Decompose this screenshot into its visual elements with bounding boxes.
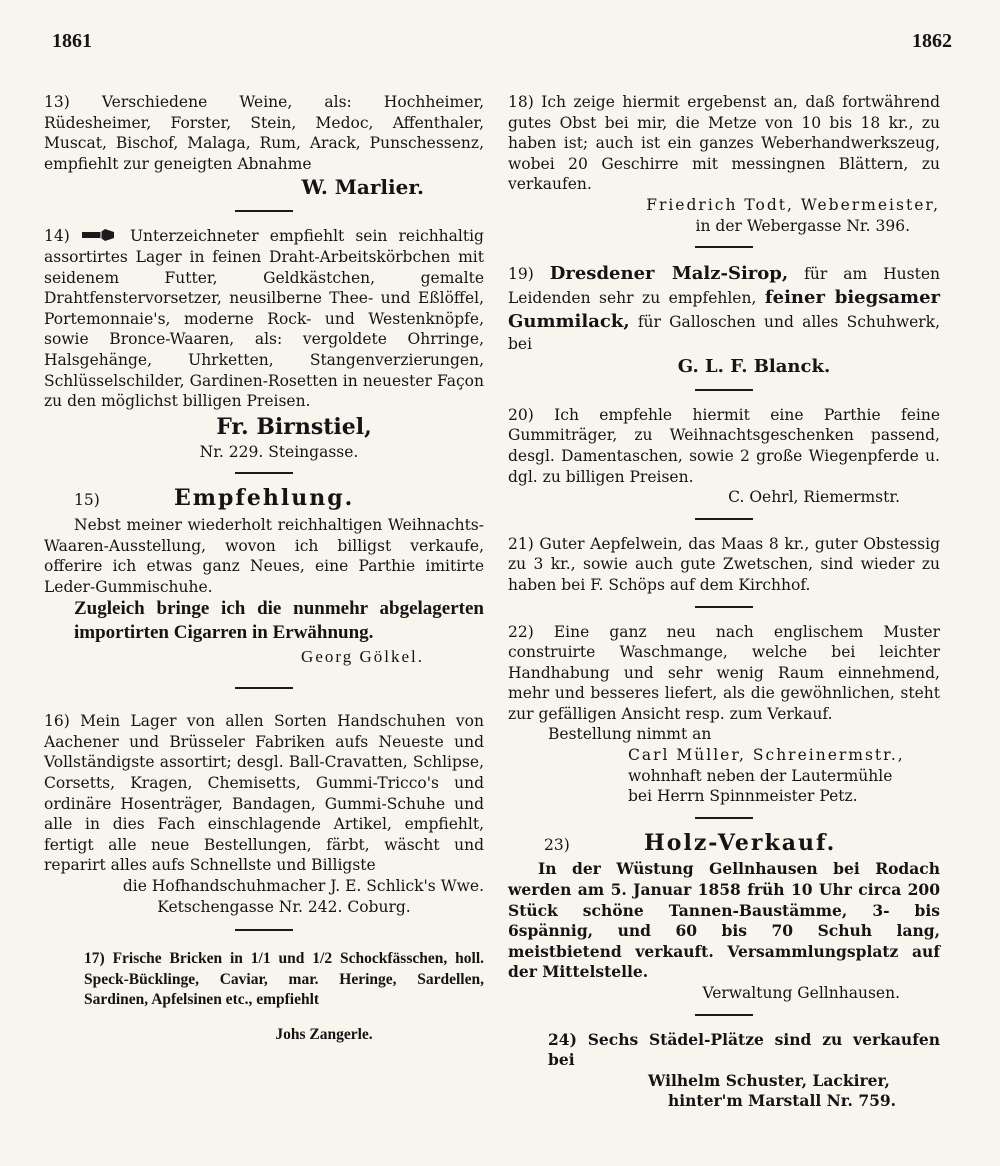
ad-18-address: in der Webergasse Nr. 396. [695,216,910,235]
ad-24-text: 24) Sechs Städel-Plätze sind zu verkaufen bei [548,1029,940,1070]
ad-24 [508,1030,940,1112]
separator [695,1014,753,1016]
ad-15-signature: Georg Gölkel. [301,647,424,667]
ad-21-text: 21) Guter Aepfelwein, das Maas 8 kr., guter Obstessig zu 3 kr., sowie auch gute Zwetschen, sind wieder zu haben bei F. Schöps auf dem Kirchhof. [508,534,940,594]
ad-24-line2: Wilhelm Schuster, Lackirer, [648,1070,890,1090]
ad-19-product: Dresdener Malz-Sirop, [549,263,789,285]
ad-13-text: 13) Verschiedene Weine, als: Hochheimer, Rüdesheimer, Forster, Stein, Medoc, Affenthaler, Muscat, Bischof, Malaga, Rum, Arack, Punschessenz, empfiehlt zur geneigten Abnahme [44,93,484,173]
ad-20 [508,405,940,508]
ad-22-text: 22) Eine ganz neu nach englischem Muster construirte Waschmange, welche bei leichter Handhabung und sehr wenig Raum einnehmend, mehr und besseres liefert, als die gewöhnlichen, steht zur gefälligen Ansicht resp. zum Verkauf. [508,622,940,723]
separator [235,210,293,212]
ad-22-line2: Bestellung nimmt an [548,725,712,744]
ad-19-number: 19) [508,265,534,284]
ad-13 [44,92,484,200]
ad-19 [508,262,940,379]
separator [235,687,293,689]
ad-14-address: Nr. 229. Steingasse. [199,442,359,461]
ad-18 [508,92,940,236]
ad-15-number: 15) [74,491,100,510]
ad-14 [44,226,484,462]
pointing-hand-icon [81,227,115,241]
ad-14-number: 14) [44,227,70,246]
separator [695,817,753,819]
ad-19-signature: G. L. F. Blanck. [677,355,831,377]
ad-15-text-bold: Zugleich bringe ich die nunmehr abgelagerten importirten Cigarren in Erwähnung. [74,598,484,644]
separator [695,606,753,608]
ad-14-signature: Fr. Birnstiel, [216,413,372,440]
right-column [508,92,940,1112]
ad-23 [508,829,940,1004]
page-number-left: 1861 [52,30,92,52]
ad-23-title: Holz-Verkauf. [644,829,837,856]
ad-17 [44,949,484,1045]
ad-19-text2: für Galloschen und alles Schuhwerk, bei [508,313,940,354]
ad-16-signature: die Hofhandschuhmacher J. E. Schlick's Wwe. [122,877,484,896]
separator [695,389,753,391]
ad-15-text: Nebst meiner wiederholt reichhaltigen Weihnachts-Waaren-Ausstellung, wovon ich billigst verkaufe, offerire ich etwas ganz Neues, eine Parthie imitirte Leder-Gummischuhe. [44,515,484,596]
page-number-right: 1862 [912,30,952,52]
ad-13-signature: W. Marlier. [301,175,424,200]
left-column [44,92,484,1046]
ad-15-title: Empfehlung. [174,485,355,512]
ad-23-signature: Verwaltung Gellnhausen. [702,984,900,1002]
separator [695,246,753,248]
ad-16-text: 16) Mein Lager von allen Sorten Handschuhen von Aachener und Brüsseler Fabriken aufs Neueste und Vollständigste assortirt; desgl. Ball-Cravatten, Schlipse, Corsetts, Kragen, Chemisetts, Gummi-Tricco's und ordinäre Hosenträger, Bandagen, Gummi-Schuhe und alle in dies Fach einschlagende Artikel, empfiehlt, fertigt alle neue Bestellungen, färbt, wäscht und reparirt alles aufs Schnellste und Billigste [44,712,484,875]
ad-23-text: In der Wüstung Gellnhausen bei Rodach werden am 5. Januar 1858 früh 10 Uhr circa 200 Stück schöne Tannen-Baustämme, 3- bis 6spännig, und 60 bis 70 Schuh lang, meistbietend verkauft. Versammlungsplatz auf der Mittelstelle. [508,859,940,982]
ad-23-number: 23) [544,835,570,854]
ad-19-product2: feiner biegsamer Gummilack, [508,287,940,333]
separator [235,929,293,931]
ad-20-text: 20) Ich empfehle hiermit eine Parthie feine Gummiträger, zu Weihnachtsgeschenken passend, desgl. Damentaschen, sowie 2 große Wiegenpferde u. dgl. zu billigen Preisen. [508,405,940,486]
ad-22-address1: wohnhaft neben der Lautermühle [628,766,893,785]
ad-22-address2: bei Herrn Spinnmeister Petz. [628,787,858,806]
ad-21 [508,534,940,596]
ad-15 [44,485,484,669]
ad-17-text: 17) Frische Bricken in 1/1 und 1/2 Schockfässchen, holl. Speck-Bücklinge, Caviar, mar. Heringe, Sardellen, Sardinen, Apfelsinen etc., empfiehlt [84,950,484,1009]
ad-20-signature: C. Oehrl, Riemermstr. [728,488,900,507]
ad-18-text: 18) Ich zeige hiermit ergebenst an, daß fortwährend gutes Obst bei mir, die Metze von 10 bis 18 kr., zu haben ist; auch ist ein ganzes Weberhandwerkszeug, wobei 20 Geschirre mit messingnen Blättern, zu verkaufen. [508,93,940,194]
ad-14-text: Unterzeichneter empfiehlt sein reichhaltig assortirtes Lager in feinen Draht-Arbeitskörbchen mit seidenem Futter, Geldkästchen, gemalte Drahtfenstervorsetzer, neusilberne Thee- und Eßlöffel, Portemonnaie's, moderne Rock- und Westenknöpfe, sowie Bronce-Waaren, als: vergoldete Ohrringe, Halsgehänge, Uhrketten, Stangenverzierungen, Schlüsselschilder, Gardinen-Rosetten in neuester Façon zu den möglichst billigen Preisen. [44,227,484,411]
ad-18-signature: Friedrich Todt, Webermeister, [646,195,940,214]
ad-22 [508,622,940,807]
ad-22-signature: Carl Müller, Schreinermstr., [628,746,905,765]
ad-17-signature: Johs Zangerle. [275,1026,373,1043]
separator [235,472,293,474]
ad-19-text1: für am Husten Leidenden sehr zu empfehlen, [508,265,940,308]
ad-16-address: Ketschengasse Nr. 242. Coburg. [157,897,411,916]
separator [695,518,753,520]
ad-24-line3: hinter'm Marstall Nr. 759. [668,1091,897,1111]
ad-16 [44,711,484,917]
